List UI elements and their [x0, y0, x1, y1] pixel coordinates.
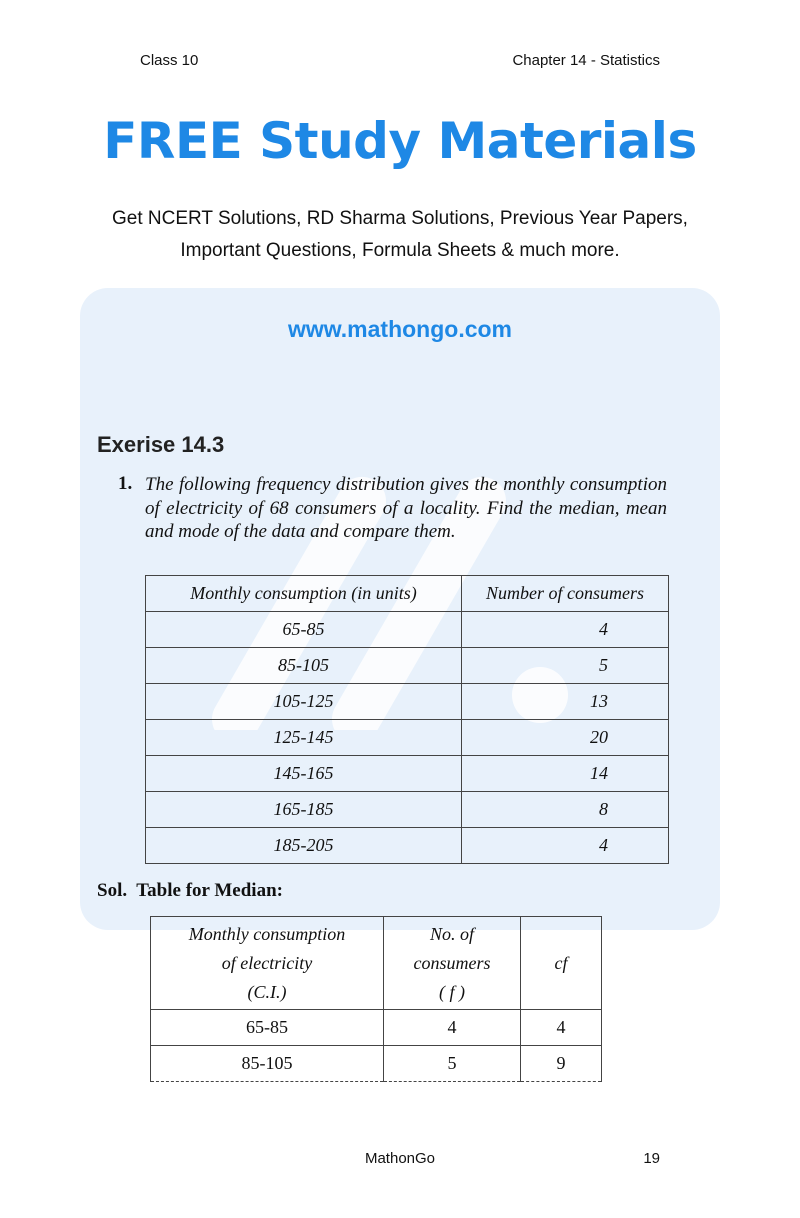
table-cell: 185-205 — [146, 828, 462, 864]
header-class: Class 10 — [140, 52, 199, 69]
table-cell: 4 — [462, 828, 669, 864]
table-cell: 9 — [521, 1046, 602, 1082]
table-header-cell: cf — [521, 917, 602, 1010]
table-row — [151, 1046, 602, 1082]
footer-brand: MathonGo — [364, 1150, 436, 1167]
header-line: Monthly consumption — [188, 923, 346, 944]
promo-subtitle-line1: Get NCERT Solutions, RD Sharma Solutions, Previous Year Papers, — [112, 208, 688, 229]
table-cell: 65-85 — [151, 1010, 384, 1046]
table-row — [146, 828, 669, 864]
header-line: consumers — [413, 952, 491, 973]
header-chapter: Chapter 14 - Statistics — [512, 52, 660, 69]
table-cell: 13 — [462, 684, 669, 720]
table-cell: 5 — [462, 648, 669, 684]
question-text: The following frequency distribution gives the monthly consumption of electricity of 68 consumers of a locality. Find the median, mean and mode of the data and compare them. — [145, 474, 667, 542]
table-header-cell — [384, 917, 521, 1010]
table-cell: 14 — [462, 756, 669, 792]
table-row — [146, 792, 669, 828]
question-number: 1. — [118, 473, 133, 494]
table-cell: 4 — [462, 612, 669, 648]
table-header-row — [146, 576, 669, 612]
header-line: of electricity — [221, 952, 313, 973]
table-cell: 165-185 — [146, 792, 462, 828]
header-line: No. of — [429, 923, 474, 944]
header-line: ( f ) — [439, 981, 465, 1002]
table-cell: 20 — [462, 720, 669, 756]
table-row — [146, 612, 669, 648]
table-row — [151, 1010, 602, 1046]
frequency-table — [145, 575, 669, 864]
table-header-cell: Number of consumers — [462, 576, 669, 612]
promo-title: FREE Study Materials — [103, 112, 697, 170]
table-cell: 105-125 — [146, 684, 462, 720]
header-line: (C.I.) — [247, 981, 287, 1002]
table-cell: 145-165 — [146, 756, 462, 792]
table-cell: 65-85 — [146, 612, 462, 648]
promo-subtitle-line2: Important Questions, Formula Sheets & much more. — [180, 240, 620, 261]
table-cell: 5 — [384, 1046, 521, 1082]
exercise-heading: Exerise 14.3 — [97, 432, 225, 457]
page-number: 19 — [643, 1150, 660, 1167]
promo-url-link[interactable]: www.mathongo.com — [287, 316, 513, 342]
table-cell: 4 — [521, 1010, 602, 1046]
promo-subtitle — [60, 203, 740, 267]
table-row — [146, 648, 669, 684]
table-row — [146, 756, 669, 792]
table-cell: 125-145 — [146, 720, 462, 756]
median-table — [150, 916, 602, 1082]
table-cell: 8 — [462, 792, 669, 828]
table-cell: 85-105 — [146, 648, 462, 684]
table-header-cell: Monthly consumption (in units) — [146, 576, 462, 612]
solution-label: Sol. Table for Median: — [97, 880, 283, 901]
table-cell: 4 — [384, 1010, 521, 1046]
table-header-cell — [151, 917, 384, 1010]
table-row — [146, 720, 669, 756]
table-row — [146, 684, 669, 720]
table-header-row — [151, 917, 602, 1010]
table-cell: 85-105 — [151, 1046, 384, 1082]
